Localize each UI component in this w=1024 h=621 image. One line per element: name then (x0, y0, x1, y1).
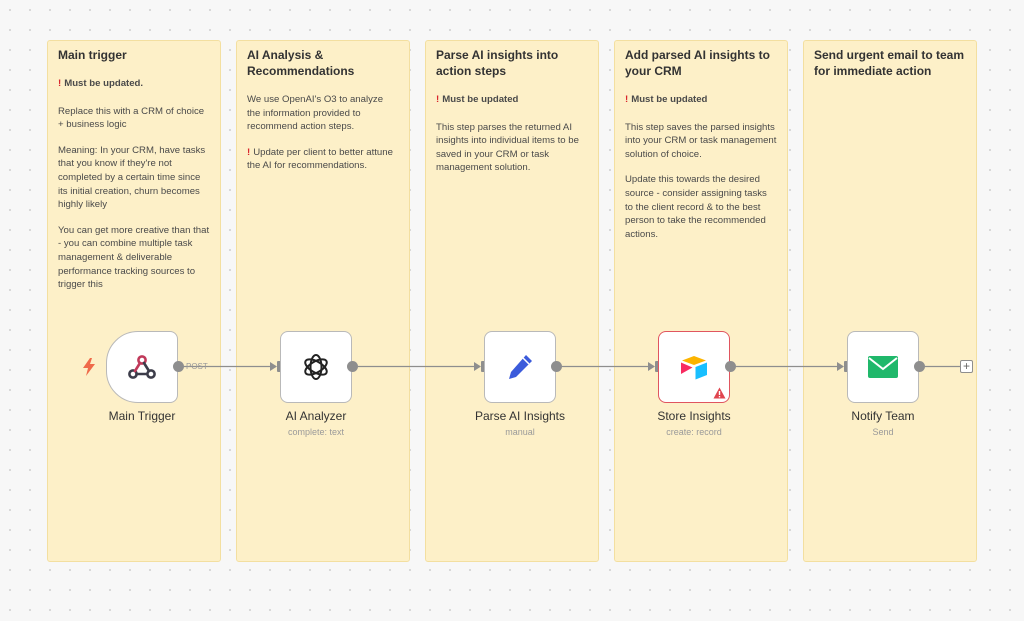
node-subtitle: create: record (666, 427, 722, 437)
node-label: Store Insights (657, 409, 731, 423)
sticky-paragraph: Update this towards the desired source - consider assigning tasks to the client record & to the best person to take the recommended actions. (625, 174, 767, 240)
sticky-paragraph: This step parses the returned AI insights into individual items to be saved in your CRM or task management solution. (436, 121, 579, 174)
openai-icon (300, 351, 332, 383)
connection-arrow (837, 362, 844, 371)
exclamation-icon: ! (247, 146, 251, 158)
node-main-trigger[interactable] (106, 331, 178, 403)
sticky-title: Main trigger (58, 48, 127, 62)
airtable-icon (679, 354, 709, 380)
sticky-warning: ! Must be updated (436, 94, 519, 105)
add-node-button[interactable]: + (960, 360, 973, 373)
node-label: Main Trigger (108, 409, 176, 423)
node-subtitle: manual (505, 427, 535, 437)
node-subtitle: Send (872, 427, 894, 437)
sticky-title: Add parsed AI insights to your CRM (625, 48, 770, 78)
connection-arrow (270, 362, 277, 371)
sticky-paragraph: Replace this with a CRM of choice + business logic (58, 105, 205, 131)
sticky-warning: ! Must be updated. (58, 78, 144, 89)
output-port[interactable] (551, 361, 562, 372)
node-parse-ai-insights[interactable] (484, 331, 556, 403)
node-store-insights[interactable] (658, 331, 730, 403)
sticky-paragraph: Meaning: In your CRM, have tasks that you know if they're not completed by a certain time since its initial creation, churn becomes highly likely (58, 144, 206, 211)
node-label: Notify Team (851, 409, 915, 423)
exclamation-icon: ! (625, 94, 629, 105)
sticky-paragraph: This step saves the parsed insights into your CRM or task management solution of choice. (625, 121, 777, 160)
exclamation-icon: ! (58, 78, 62, 89)
exclamation-icon: ! (436, 94, 440, 105)
node-label: AI Analyzer (285, 409, 347, 423)
node-subtitle: complete: text (287, 427, 345, 437)
output-port[interactable] (725, 361, 736, 372)
webhook-icon (127, 353, 157, 381)
sticky-title: AI Analysis & Recommendations (247, 48, 355, 78)
output-port[interactable] (347, 361, 358, 372)
connection-label-post: POST (186, 362, 208, 371)
sticky-paragraph: You can get more creative than that - you can combine multiple task management & deliverable performance tracking sources to trigger this (58, 224, 210, 291)
pencil-icon (505, 352, 535, 382)
lightning-bolt-icon (82, 358, 96, 376)
output-port[interactable] (914, 361, 925, 372)
sticky-warning: ! Must be updated (625, 94, 708, 105)
node-notify-team[interactable] (847, 331, 919, 403)
connection-arrow (648, 362, 655, 371)
node-label: Parse AI Insights (474, 409, 566, 423)
sticky-title: Parse AI insights into action steps (436, 48, 559, 78)
sticky-paragraph: ! Update per client to better attune the AI for recommendations. (247, 146, 393, 172)
warning-triangle-icon[interactable] (713, 387, 726, 399)
output-port[interactable] (173, 361, 184, 372)
sticky-paragraph: We use OpenAI's O3 to analyze the information provided to recommend action steps. (247, 94, 384, 133)
mail-icon (867, 355, 899, 379)
connection-arrow (474, 362, 481, 371)
sticky-title: Send urgent email to team for immediate action (814, 48, 965, 78)
node-ai-analyzer[interactable] (280, 331, 352, 403)
